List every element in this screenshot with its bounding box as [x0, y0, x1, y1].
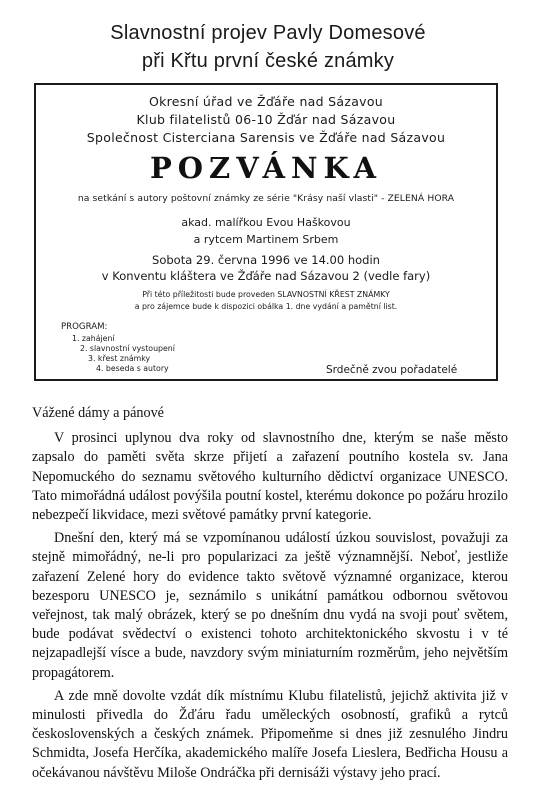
organizer-line: Klub filatelistů 06-10 Žďár nad Sázavou: [136, 112, 396, 127]
speech-title: Slavnostní projev Pavly Domesové: [110, 22, 426, 44]
paragraph: A zde mně dovolte vzdát dík místnímu Klubu filatelistů, jejichž aktivita již v minulosti přivedla do Žďáru řadu uměleckých osobností, grafiků a rytců československých a českých známek. Připomeňme si dnes již zesnulého Jindru Schmidta, Josefa Herčíka, akademického malíře Josefa Lieslera, Bedřicha Housu a očekávanou návštěvu Miloše Ondráčka při dernisáži výstavy jeho prací.: [32, 687, 508, 781]
organizer-line: Okresní úřad ve Žďáře nad Sázavou: [148, 94, 384, 109]
program-item: 4. beseda s autory: [96, 364, 169, 373]
invitation-heading: POZVÁNKA: [149, 151, 383, 185]
organizers-signature: Srdečně zvou pořadatelé: [326, 364, 458, 376]
author-line: a rytcem Martinem Srbem: [193, 233, 339, 246]
program-item: 2. slavnostní vystoupení: [80, 344, 175, 353]
author-line: akad. malířkou Evou Haškovou: [181, 216, 351, 229]
speech-body: [32, 404, 508, 787]
program-item: 1. zahájení: [72, 334, 115, 343]
event-note: Při této příležitosti bude proveden SLAVNOSTNÍ KŘEST ZNÁMKY: [142, 290, 390, 299]
speech-subtitle: při Křtu první české známky: [141, 50, 395, 72]
paragraph: Dnešní den, který má se vzpomínanou událostí úzkou souvislost, považuji za stejně mimořádný, ne-li pro popularizaci za ještě významnější. Neboť, jestliže zařazení Zelené hory do evidence takto světově významné organizace, kterou bezesporu UNESCO je, seznámilo s unikátní památkou odbornou světovou veřejnost, tak malý obrázek, který se po dnešním dnu vydá na svoji pouť světem, bude podávat svědectví o existenci tohoto architektonického skvostu i v té nejzapadlejší vísce a bude, navzdory svým miniaturním rozměrům, jeho největším propagátorem.: [32, 530, 508, 681]
event-date: Sobota 29. června 1996 ve 14.00 hodin: [152, 253, 380, 267]
invitation-subtitle: na setkání s autory poštovní známky ze série "Krásy naší vlasti" - ZELENÁ HORA: [77, 193, 455, 204]
greeting: Vážené dámy a pánové: [32, 405, 164, 421]
program-title: PROGRAM:: [61, 322, 108, 332]
organizer-line: Společnost Cisterciana Sarensis ve Žďáře nad Sázavou: [86, 130, 446, 145]
event-note: a pro zájemce bude k dispozici obálka 1. dne vydání a pamětní list.: [134, 302, 398, 311]
invitation-box: [34, 83, 498, 381]
event-venue: v Konventu kláštera ve Žďáře nad Sázavou 2 (vedle fary): [101, 269, 431, 283]
paragraph: V prosinci uplynou dva roky od slavnostního dne, kterým se naše město zapsalo do paměti světa skrze přijetí a zařazení poutního kostela sv. Jana Nepomuckého do seznamu světového kulturního dědictví organizace UNESCO. Tato mimořádná událost povýšila poutní kostel, kterému dokonce po požáru hrozilo nebezpečí likvidace, mezi světové památky první kategorie.: [32, 430, 508, 524]
program-item: 3. křest známky: [88, 354, 151, 363]
